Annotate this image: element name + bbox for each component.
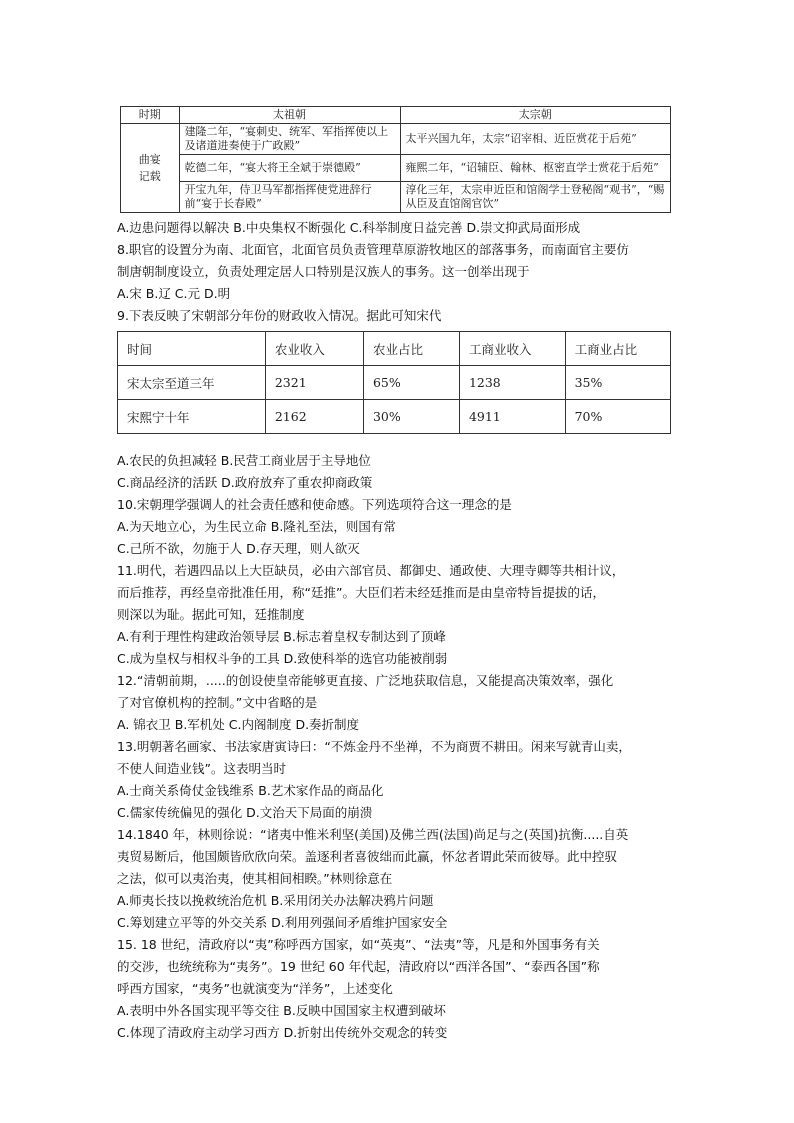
- row-label-text: 曲宴 记载: [138, 153, 161, 183]
- table-header-cell: 太祖朝: [179, 107, 400, 124]
- q14-options: C.筹划建立平等的外交关系 D.利用列强间矛盾维护国家安全: [117, 915, 448, 930]
- table-header-row: [121, 107, 671, 124]
- table-header-cell: 太宗朝: [400, 107, 670, 124]
- table-row: [121, 155, 671, 182]
- table-cell: 4911: [459, 400, 565, 434]
- table-cell: 太平兴国九年，太宗“诏宰相、近臣赏花于后苑”: [400, 124, 670, 155]
- table-cell: 乾德二年，“宴大将王全斌于崇德殿”: [179, 155, 400, 182]
- table-cell: 70%: [565, 400, 670, 434]
- table-row: [118, 366, 671, 400]
- table-cell: 1238: [459, 366, 565, 400]
- q14-stem: 14.1840 年，林则徐说：“诸夷中惟米利坚(美国)及佛兰西(法国)尚足与之(英国)抗衡.....自英: [117, 827, 629, 842]
- table-cell: 65%: [363, 366, 459, 400]
- table-header-cell: 工商业收入: [459, 332, 565, 366]
- banquet-records-table: [120, 106, 671, 213]
- table-cell: 宋太宗至道三年: [118, 366, 266, 400]
- q7-options: A.边患问题得以解决 B.中央集权不断强化 C.科举制度日益完善 D.崇文抑武局面形成: [117, 220, 581, 235]
- table-cell: 35%: [565, 366, 670, 400]
- q10-options: C.己所不欲，勿施于人 D.存天理，则人欲灭: [117, 541, 360, 556]
- q15-stem: 15. 18 世纪，清政府以“夷”称呼西方国家，如“英夷”、“法夷”等，凡是和外国事务有关: [117, 937, 600, 952]
- q12-stem: 12.“清朝前期，.....的创设使皇帝能够更直接、广泛地获取信息，又能提高决策效率，强化: [117, 673, 614, 688]
- q13-stem: 13.明朝著名画家、书法家唐寅诗曰：“不炼金丹不坐禅，不为商贾不耕田。闲来写就青山卖，: [117, 739, 631, 754]
- q14-options: A.师夷长技以挽救统治危机 B.采用闭关办法解决鸦片问题: [117, 893, 434, 908]
- table-header-cell: 农业收入: [265, 332, 363, 366]
- q10-options: A.为天地立心，为生民立命 B.隆礼至法，则国有常: [117, 519, 396, 534]
- table-cell: 2162: [265, 400, 363, 434]
- table-header-cell: 工商业占比: [565, 332, 670, 366]
- q13-stem: 不使人间造业钱”。这表明当时: [117, 761, 286, 776]
- q8-stem: 8.职官的设置分为南、北面官，北面官员负责管理草原游牧地区的部落事务，而南面官主要仿: [117, 242, 629, 257]
- table-header-cell: 农业占比: [363, 332, 459, 366]
- table-header-cell: 时期: [121, 107, 180, 124]
- q10-stem: 10.宋朝理学强调人的社会责任感和使命感。下列选项符合这一理念的是: [117, 497, 512, 512]
- q13-options: A.士商关系倚仗金钱维系 B.艺术家作品的商品化: [117, 783, 384, 798]
- fiscal-revenue-table: [117, 331, 671, 434]
- q12-stem: 了对官僚机构的控制。”文中省略的是: [117, 695, 318, 710]
- q11-options: C.成为皇权与相权斗争的工具 D.致使科举的选官功能被削弱: [117, 651, 448, 666]
- q11-stem: 则深以为耻。据此可知，廷推制度: [117, 607, 305, 622]
- table-cell: 2321: [265, 366, 363, 400]
- q15-options: C.体现了清政府主动学习西方 D.折射出传统外交观念的转变: [117, 1025, 448, 1040]
- q13-options: C.儒家传统偏见的强化 D.文治天下局面的崩溃: [117, 805, 373, 820]
- q9-options: C.商品经济的活跃 D.政府放弃了重农抑商政策: [117, 475, 373, 490]
- q8-options: A.宋 B.辽 C.元 D.明: [117, 286, 231, 301]
- table-row: [118, 400, 671, 434]
- q12-options: A. 锦衣卫 B.军机处 C.内阁制度 D.奏折制度: [117, 717, 360, 732]
- table-cell: 宋熙宁十年: [118, 400, 266, 434]
- q9-stem: 9.下表反映了宋朝部分年份的财政收入情况。据此可知宋代: [117, 308, 442, 323]
- table-header-cell: 时间: [118, 332, 266, 366]
- table-row: [121, 124, 671, 155]
- q15-options: A.表明中外各国实现平等交往 B.反映中国国家主权遭到破坏: [117, 1003, 446, 1018]
- q11-stem: 而后推荐，再经皇帝批准任用，称“廷推”。大臣们若未经廷推而是由皇帝特旨提拔的话，: [117, 585, 605, 600]
- q9-options: A.农民的负担减轻 B.民营工商业居于主导地位: [117, 453, 371, 468]
- q14-stem: 夷贸易断后，他国颇皆欣欣向荣。盖逐利者喜彼绌而此赢，怀忿者谓此荣而彼辱。此中控驭: [117, 849, 618, 864]
- q14-stem: 之法，似可以夷治夷，使其相间相睽。”林则徐意在: [117, 871, 393, 886]
- q15-stem: 呼西方国家，“夷务”也就演变为“洋务”，上述变化: [117, 981, 393, 996]
- q15-stem: 的交涉，也统统称为“夷务”。19 世纪 60 年代起，清政府以“西洋各国”、“泰西各国”称: [117, 959, 600, 974]
- q11-stem: 11.明代，若遇四品以上大臣缺员，必由六部官员、都御史、通政使、大理寺卿等共相计议，: [117, 563, 625, 578]
- table-cell: 建隆二年，“宴刺史、统军、军指挥使以上及诸道进奏使于广政殿”: [179, 124, 400, 155]
- table-cell: 开宝九年，侍卫马军都指挥使党进辞行前“宴于长春殿”: [179, 182, 400, 213]
- q11-options: A.有利于理性构建政治领导层 B.标志着皇权专制达到了顶峰: [117, 629, 446, 644]
- row-label-cell: [121, 124, 180, 213]
- table-cell: 30%: [363, 400, 459, 434]
- table-header-row: [118, 332, 671, 366]
- q8-stem: 制唐朝制度设立，负责处理定居人口特别是汉族人的事务。这一创举出现于: [117, 264, 530, 279]
- table-cell: 雍熙二年，“诏辅臣、翰林、枢密直学士赏花于后苑”: [400, 155, 670, 182]
- table-cell: 淳化三年，太宗申近臣和馆阁学士登秘阁“观书”，“赐从臣及直馆阁官饮”: [400, 182, 670, 213]
- table-row: [121, 182, 671, 213]
